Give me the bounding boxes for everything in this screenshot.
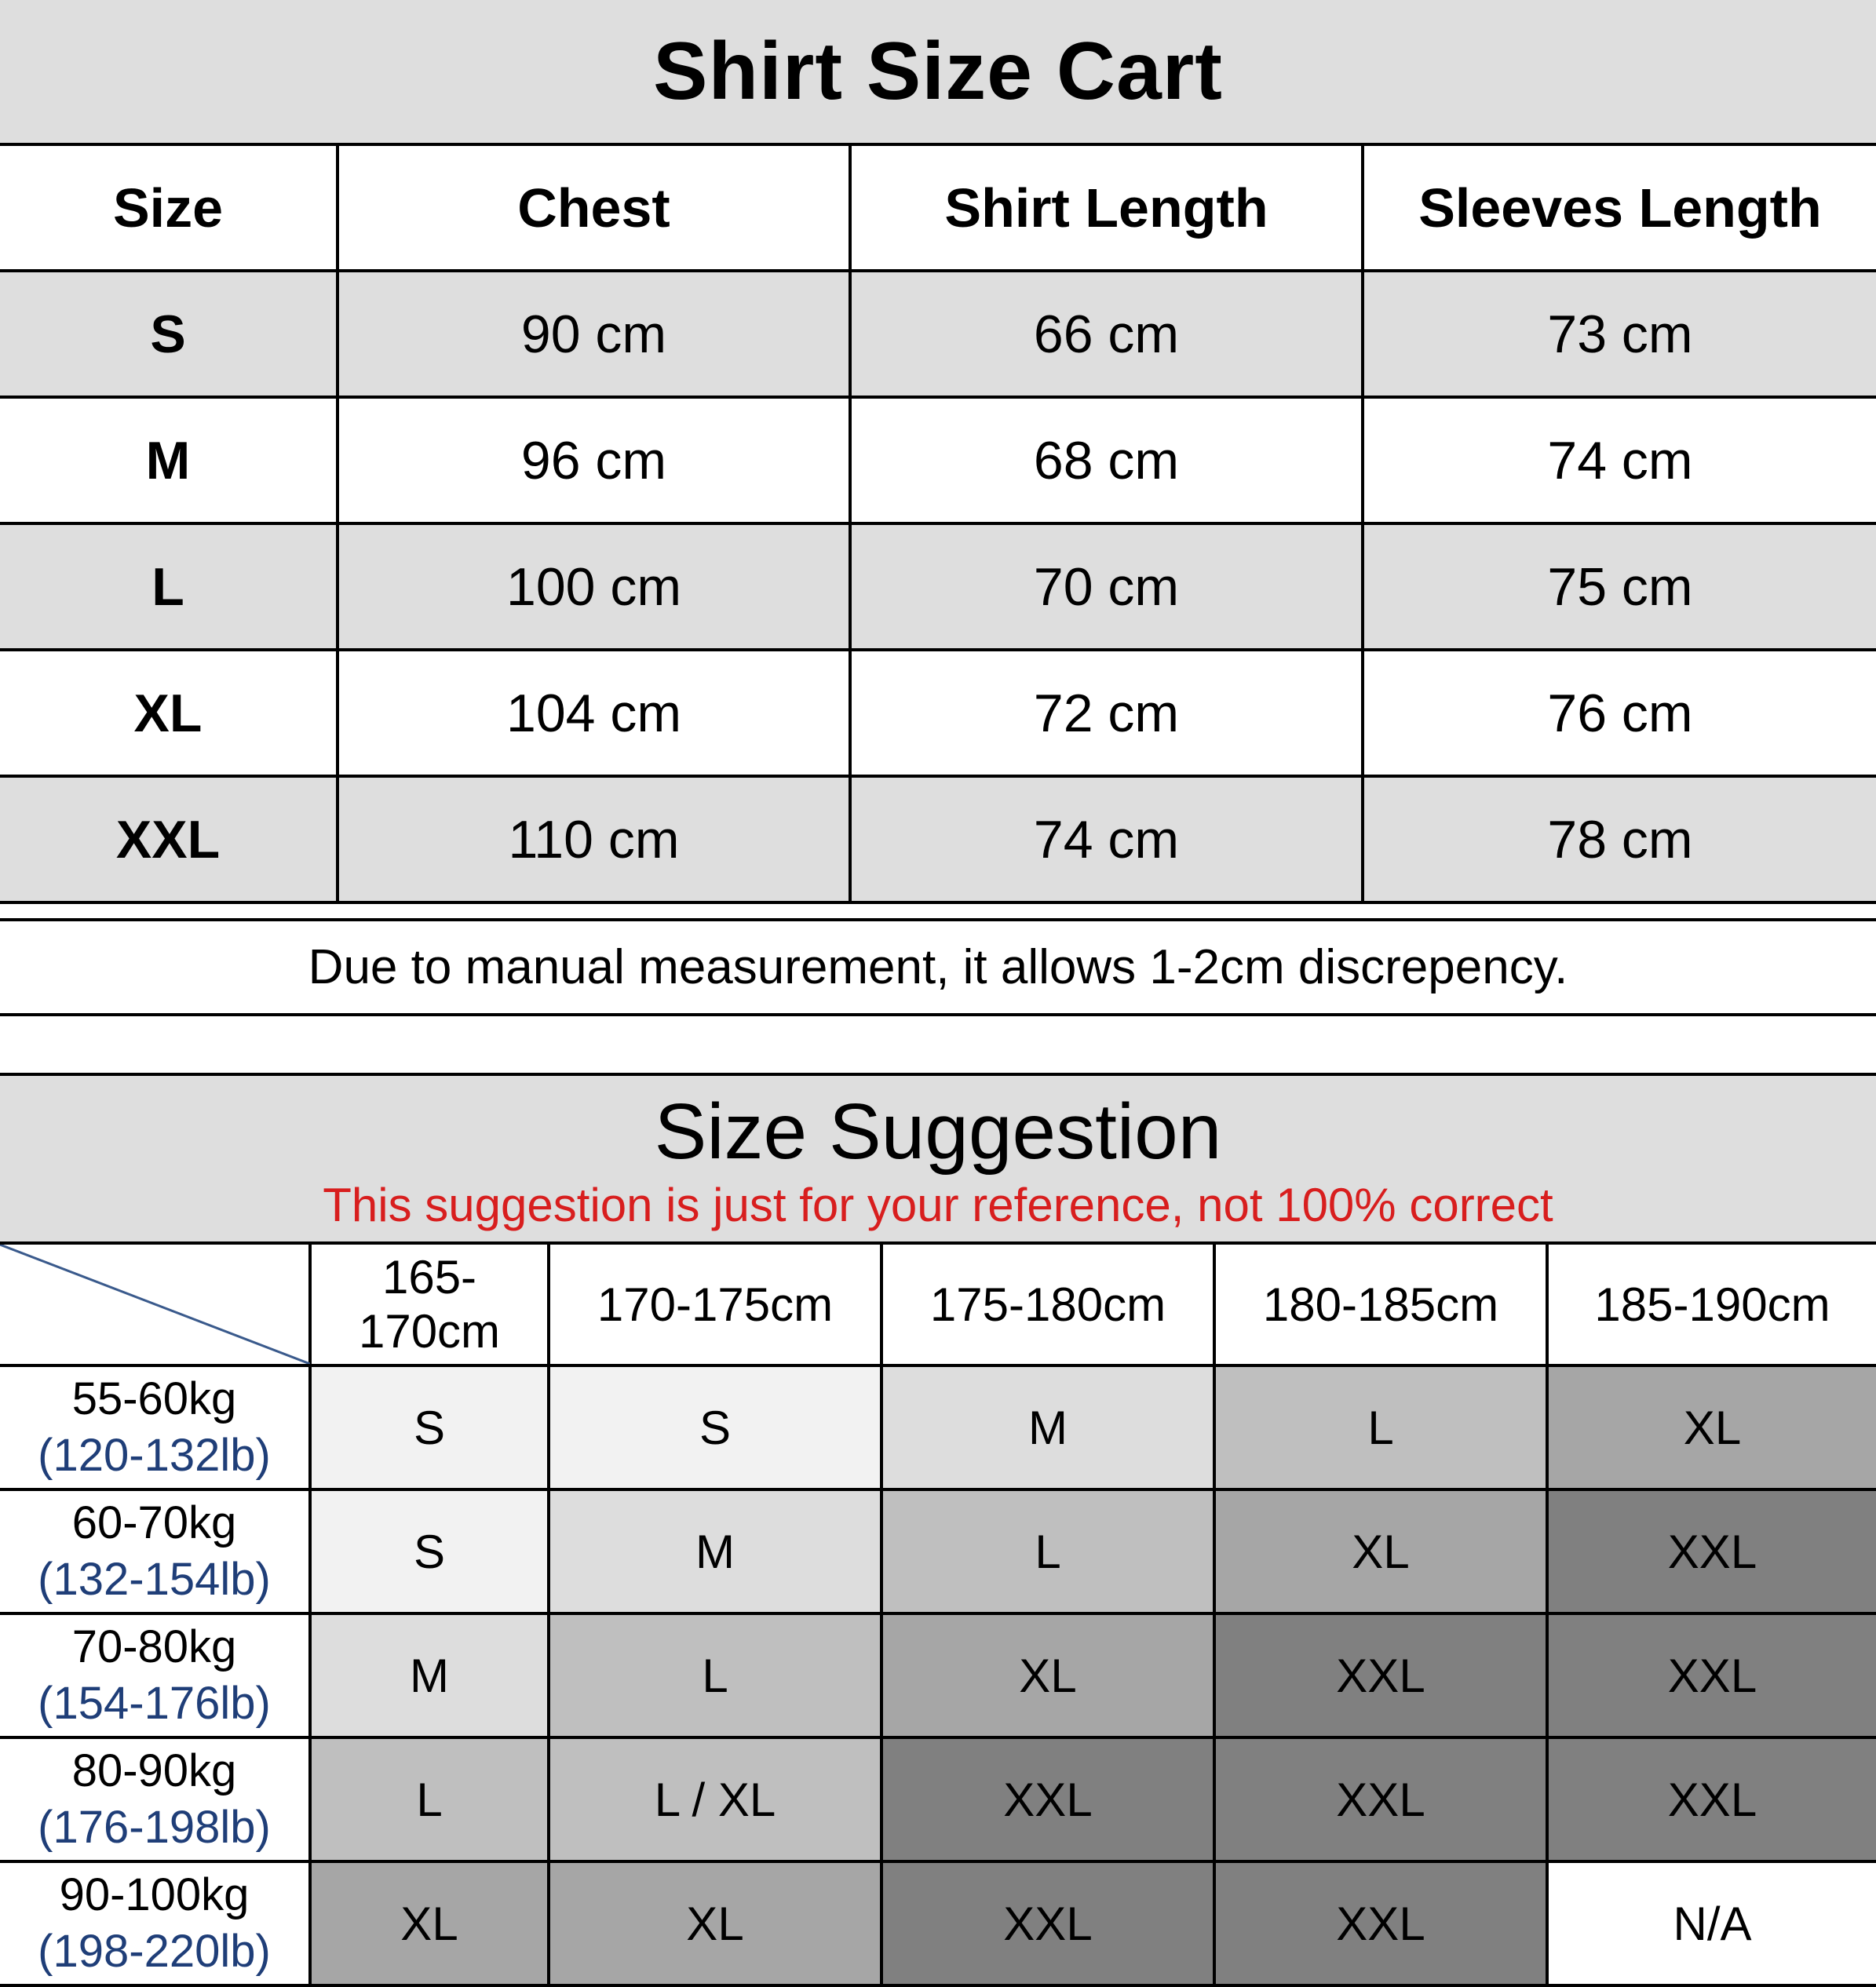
size-row: [0, 776, 1876, 902]
weight-row: [0, 1737, 1876, 1861]
suggested-size: XXL: [1214, 1737, 1547, 1861]
size-label: XL: [0, 650, 338, 776]
height-header-row: [0, 1243, 1876, 1365]
chest-value: 90 cm: [338, 271, 850, 397]
suggestion-title: Size Suggestion: [654, 1088, 1222, 1176]
shirt-length-value: 68 cm: [850, 397, 1363, 523]
shirt-length-value: 72 cm: [850, 650, 1363, 776]
suggested-size: N/A: [1547, 1861, 1876, 1985]
header-shirt-length: Shirt Length: [850, 144, 1363, 271]
sleeves-length-value: 73 cm: [1363, 271, 1876, 397]
weight-label: [0, 1365, 310, 1489]
height-header: 175-180cm: [881, 1243, 1214, 1365]
chest-value: 104 cm: [338, 650, 850, 776]
size-row: [0, 271, 1876, 397]
chest-value: 96 cm: [338, 397, 850, 523]
corner-cell: [0, 1243, 310, 1365]
suggestion-header: [0, 1073, 1876, 1241]
height-header: 165-170cm: [310, 1243, 549, 1365]
shirt-length-value: 66 cm: [850, 271, 1363, 397]
suggested-size: S: [310, 1489, 549, 1613]
suggestion-disclaimer: This suggestion is just for your reference, not 100% correct: [323, 1179, 1553, 1231]
weight-kg: 70-80kg: [71, 1621, 237, 1672]
suggested-size: L: [310, 1737, 549, 1861]
suggested-size: XXL: [1547, 1737, 1876, 1861]
weight-label: [0, 1861, 310, 1985]
weight-row: [0, 1861, 1876, 1985]
height-header: 185-190cm: [1547, 1243, 1876, 1365]
suggested-size: XL: [310, 1861, 549, 1985]
weight-lb: (120-132lb): [38, 1430, 271, 1481]
shirt-length-value: 74 cm: [850, 776, 1363, 902]
suggested-size: XXL: [1214, 1861, 1547, 1985]
suggested-size: XXL: [881, 1861, 1214, 1985]
suggested-size: XXL: [881, 1737, 1214, 1861]
weight-row: [0, 1365, 1876, 1489]
size-label: XXL: [0, 776, 338, 902]
chest-value: 100 cm: [338, 523, 850, 650]
suggested-size: L / XL: [549, 1737, 881, 1861]
suggested-size: L: [1214, 1365, 1547, 1489]
sleeves-length-value: 78 cm: [1363, 776, 1876, 902]
size-chart-table: [0, 143, 1876, 904]
size-row: [0, 523, 1876, 650]
suggested-size: M: [310, 1613, 549, 1737]
size-chart-header-row: [0, 144, 1876, 271]
sleeves-length-value: 74 cm: [1363, 397, 1876, 523]
size-label: M: [0, 397, 338, 523]
suggested-size: XXL: [1214, 1613, 1547, 1737]
suggestion-table: [0, 1241, 1876, 1987]
weight-lb: (176-198lb): [38, 1802, 271, 1853]
suggested-size: XXL: [1547, 1613, 1876, 1737]
suggested-size: L: [549, 1613, 881, 1737]
size-row: [0, 650, 1876, 776]
weight-lb: (154-176lb): [38, 1678, 271, 1729]
size-label: S: [0, 271, 338, 397]
weight-label: [0, 1489, 310, 1613]
weight-row: [0, 1489, 1876, 1613]
header-sleeves-length: Sleeves Length: [1363, 144, 1876, 271]
height-header: 180-185cm: [1214, 1243, 1547, 1365]
header-chest: Chest: [338, 144, 850, 271]
sleeves-length-value: 75 cm: [1363, 523, 1876, 650]
weight-kg: 60-70kg: [71, 1497, 237, 1548]
suggested-size: M: [881, 1365, 1214, 1489]
suggested-size: XL: [1547, 1365, 1876, 1489]
weight-lb: (198-220lb): [38, 1926, 271, 1977]
weight-kg: 90-100kg: [59, 1869, 250, 1920]
suggested-size: L: [881, 1489, 1214, 1613]
chest-value: 110 cm: [338, 776, 850, 902]
weight-lb: (132-154lb): [38, 1554, 271, 1605]
weight-kg: 80-90kg: [71, 1745, 237, 1796]
suggested-size: XL: [881, 1613, 1214, 1737]
suggested-size: S: [549, 1365, 881, 1489]
weight-label: [0, 1737, 310, 1861]
weight-row: [0, 1613, 1876, 1737]
suggested-size: XXL: [1547, 1489, 1876, 1613]
size-row: [0, 397, 1876, 523]
weight-kg: 55-60kg: [71, 1373, 237, 1424]
size-chart-title: Shirt Size Cart: [0, 0, 1876, 143]
suggested-size: M: [549, 1489, 881, 1613]
diagonal-divider: [0, 1245, 310, 1364]
suggested-size: S: [310, 1365, 549, 1489]
size-label: L: [0, 523, 338, 650]
sleeves-length-value: 76 cm: [1363, 650, 1876, 776]
suggested-size: XL: [549, 1861, 881, 1985]
weight-label: [0, 1613, 310, 1737]
height-header: 170-175cm: [549, 1243, 881, 1365]
suggested-size: XL: [1214, 1489, 1547, 1613]
shirt-length-value: 70 cm: [850, 523, 1363, 650]
measurement-note: Due to manual measurement, it allows 1-2cm discrepency.: [0, 918, 1876, 1016]
header-size: Size: [0, 144, 338, 271]
